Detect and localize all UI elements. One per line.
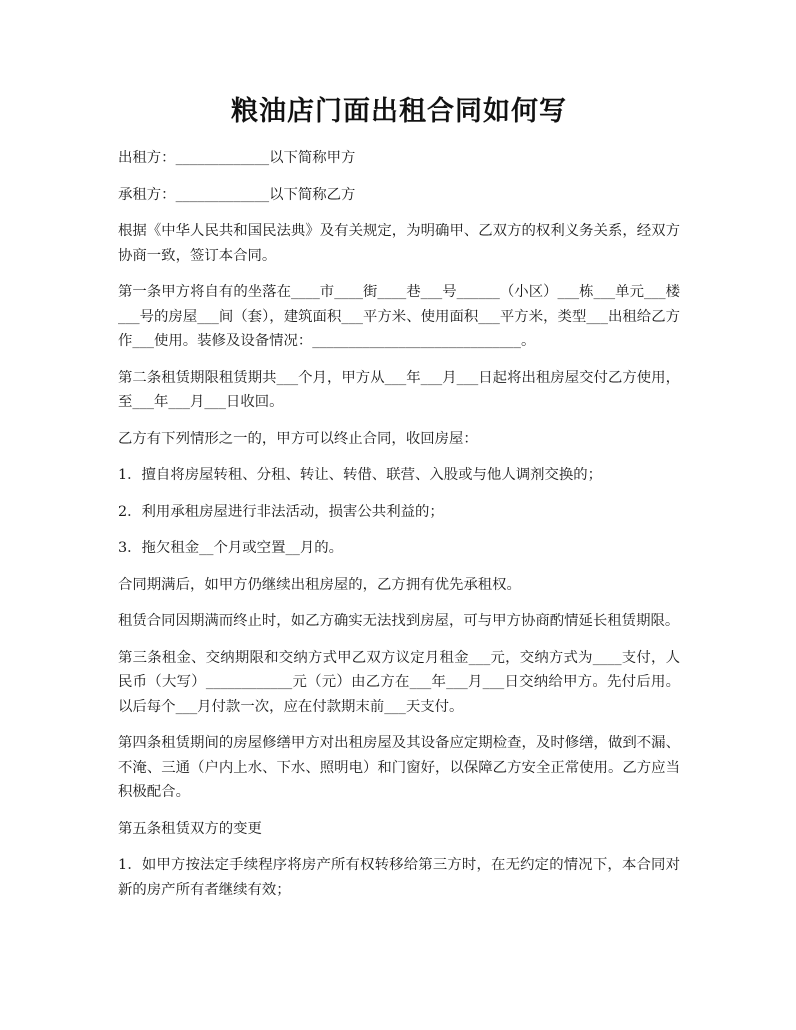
article-1-paragraph: 第一条甲方将自有的坐落在____市____街____巷___号______（小区）___栋___单元___楼___号的房屋___间（套），建筑面积___平方米、使用面积___平方米，类型___出租给乙方作___使用。装修及设备情况：_____________________________。 xyxy=(118,284,680,349)
document-body xyxy=(118,146,680,902)
termination-item-1: 1．擅自将房屋转租、分租、转让、转借、联营、入股或与他人调剂交换的； xyxy=(118,467,603,483)
lessor-line: 出租方：_____________以下简称甲方 xyxy=(118,150,356,166)
article-2-paragraph: 第二条租赁期限租赁期共___个月，甲方从___年___月___日起将出租房屋交付乙方使用，至___年___月___日收回。 xyxy=(118,369,680,410)
termination-item-3: 3．拖欠租金__个月或空置__月的。 xyxy=(118,540,344,556)
document-page xyxy=(118,0,680,914)
extension-paragraph: 租赁合同因期满而终止时，如乙方确实无法找到房屋，可与甲方协商酌情延长租赁期限。 xyxy=(118,613,680,629)
article-4-paragraph: 第四条租赁期间的房屋修缮甲方对出租房屋及其设备应定期检查，及时修缮，做到不漏、不淹、三通（户内上水、下水、照明电）和门窗好，以保障乙方安全正常使用。乙方应当积极配合。 xyxy=(118,735,680,800)
preamble-paragraph: 根据《中华人民共和国民法典》及有关规定，为明确甲、乙双方的权利义务关系，经双方协商一致，签订本合同。 xyxy=(118,223,680,264)
termination-item-2: 2．利用承租房屋进行非法活动，损害公共利益的； xyxy=(118,503,444,520)
termination-intro-paragraph: 乙方有下列情形之一的，甲方可以终止合同，收回房屋： xyxy=(118,430,478,447)
article-5-heading: 第五条租赁双方的变更 xyxy=(118,820,262,837)
article-3-paragraph: 第三条租金、交纳期限和交纳方式甲乙双方议定月租金___元，交纳方式为____支付，人民币（大写）____________元（元）由乙方在___年___月___日交纳给甲方。先付后用。以后每个___月付款一次，应在付款期末前___天支付。 xyxy=(118,649,680,715)
document-title: 粮油店门面出租合同如何写 xyxy=(231,96,567,127)
priority-renewal-paragraph: 合同期满后，如甲方仍继续出租房屋的，乙方拥有优先承租权。 xyxy=(118,576,521,593)
article-5-item-1: 1．如甲方按法定手续程序将房产所有权转移给第三方时，在无约定的情况下，本合同对新的房产所有者继续有效； xyxy=(118,857,680,898)
lessee-line: 承租方：_____________以下简称乙方 xyxy=(118,186,356,203)
